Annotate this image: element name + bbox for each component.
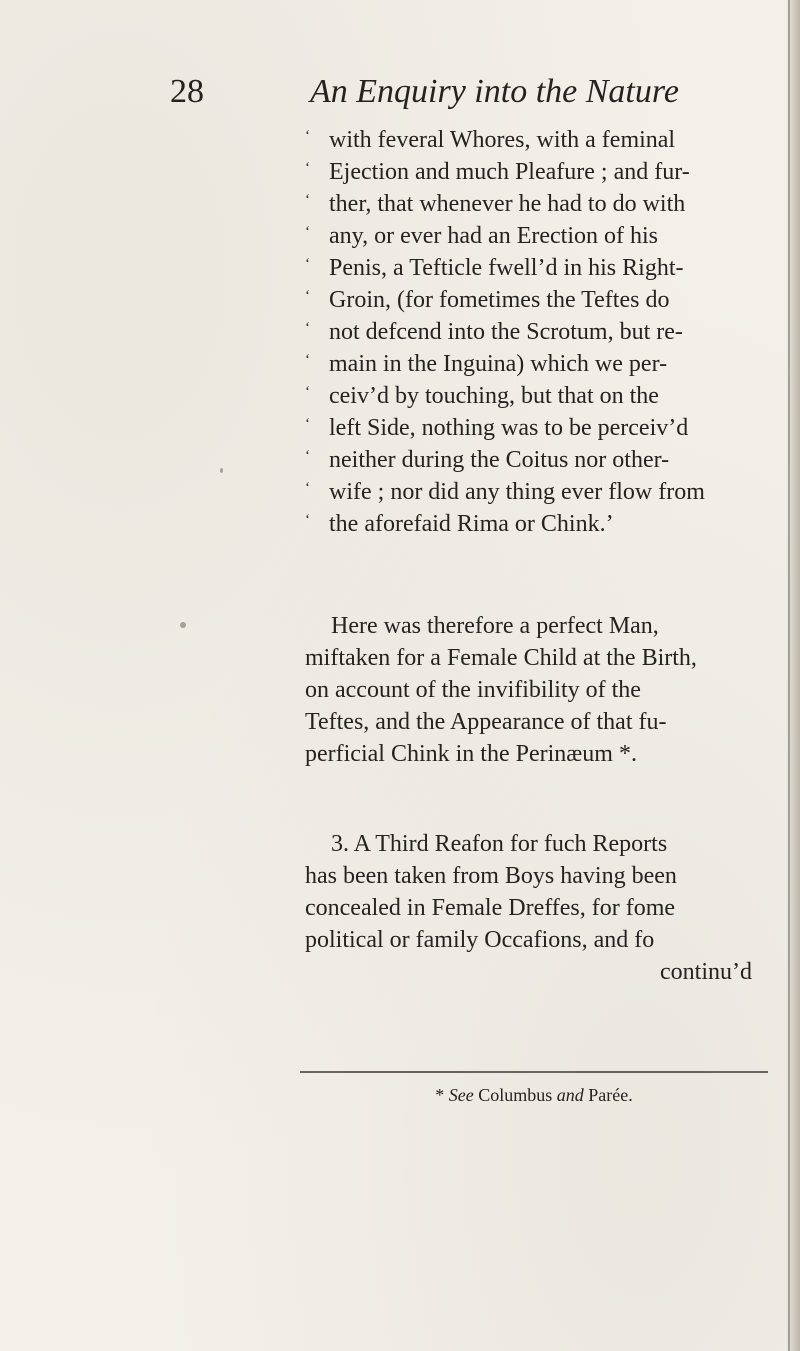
running-title: An Enquiry into the Nature	[310, 73, 679, 110]
quote-mark: ‘	[305, 192, 310, 208]
paragraph-line: 3. A Third Reafon for fuch Reports	[331, 831, 668, 857]
quote-line-text: left Side, nothing was to be perceiv’d	[329, 415, 689, 441]
quote-line	[305, 476, 770, 508]
quoted-passage	[305, 124, 770, 540]
quote-line	[305, 252, 770, 284]
paragraph-line: Here was therefore a perfect Man,	[331, 613, 659, 639]
quote-mark: ‘	[305, 160, 310, 176]
footnote-rule	[300, 1071, 768, 1073]
quote-line	[305, 188, 770, 220]
quote-line-text: any, or ever had an Erection of his	[329, 223, 658, 249]
quote-line	[305, 348, 770, 380]
footnote-see: See	[448, 1085, 474, 1105]
quote-mark: ‘	[305, 352, 310, 368]
footnote-and: and	[556, 1085, 584, 1105]
footnote-marker: *	[435, 1085, 445, 1105]
footnote	[300, 1082, 768, 1108]
paragraph-line: Teftes, and the Appearance of that fu-	[305, 709, 667, 735]
quote-mark: ‘	[305, 128, 310, 144]
page-header	[0, 70, 780, 120]
quote-line-text: main in the Inguina) which we per-	[329, 351, 668, 377]
paper-speck	[180, 622, 186, 628]
quote-line	[305, 444, 770, 476]
paragraph-line: political or family Occafions, and fo	[305, 927, 655, 953]
footnote-author: Columbus	[478, 1085, 553, 1105]
footnote-author: Parée.	[588, 1085, 633, 1105]
paragraph-perfect-man	[305, 610, 770, 770]
paragraph-line: perficial Chink in the Perinæum *.	[305, 741, 637, 767]
quote-mark: ‘	[305, 448, 310, 464]
quote-mark: ‘	[305, 320, 310, 336]
quote-line	[305, 380, 770, 412]
quote-line-text: neither during the Coitus nor other-	[329, 447, 670, 473]
quote-line	[305, 508, 770, 540]
quote-line-text: ther, that whenever he had to do with	[329, 191, 686, 217]
quote-line	[305, 124, 770, 156]
quote-line-text: Ejection and much Pleafure ; and fur-	[329, 159, 690, 185]
paragraph-third-reason	[305, 828, 770, 988]
quote-mark: ‘	[305, 416, 310, 432]
quote-mark: ‘	[305, 384, 310, 400]
quote-line-text: with feveral Whores, with a feminal	[329, 127, 676, 153]
paragraph-line: concealed in Female Dreffes, for fome	[305, 895, 676, 921]
quote-line-text: ceiv’d by touching, but that on the	[329, 383, 659, 409]
quote-mark: ‘	[305, 256, 310, 272]
paper-speck	[220, 468, 223, 473]
quote-line-text: wife ; nor did any thing ever flow from	[329, 479, 705, 505]
quote-mark: ‘	[305, 512, 310, 528]
catchword: continu’d	[660, 959, 752, 985]
quote-line-text: not defcend into the Scrotum, but re-	[329, 319, 683, 345]
quote-mark: ‘	[305, 480, 310, 496]
page-number: 28	[170, 73, 204, 110]
paragraph-line: has been taken from Boys having been	[305, 863, 677, 889]
quote-line	[305, 412, 770, 444]
paragraph-line: miftaken for a Female Child at the Birth,	[305, 645, 697, 671]
quote-line	[305, 156, 770, 188]
quote-line-text: Groin, (for fometimes the Teftes do	[329, 287, 670, 313]
paragraph-line: on account of the invifibility of the	[305, 677, 641, 703]
quote-line-text: the aforefaid Rima or Chink.’	[329, 511, 614, 537]
quote-line-text: Penis, a Tefticle fwell’d in his Right-	[329, 255, 684, 281]
quote-mark: ‘	[305, 224, 310, 240]
page-edge-line	[788, 0, 790, 1351]
quote-line	[305, 284, 770, 316]
quote-line	[305, 220, 770, 252]
quote-line	[305, 316, 770, 348]
quote-mark: ‘	[305, 288, 310, 304]
